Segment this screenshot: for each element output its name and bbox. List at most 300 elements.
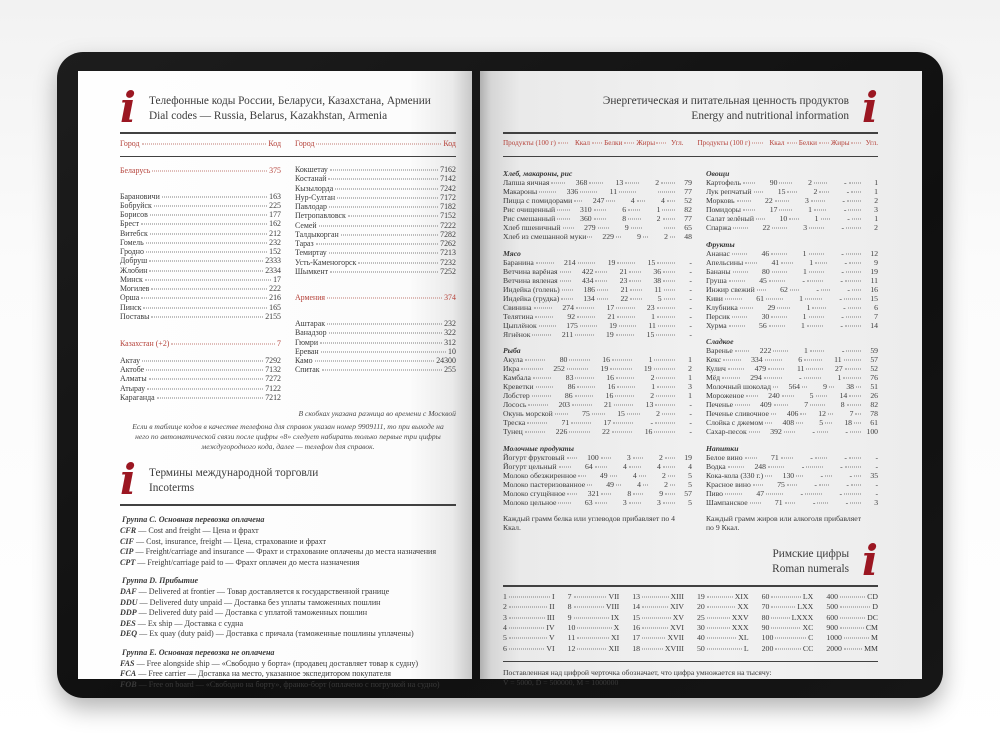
dot-leader	[575, 378, 594, 379]
dot-leader	[606, 201, 614, 202]
dot-leader	[525, 432, 546, 433]
city-name: Актобе	[120, 365, 145, 375]
dot-leader	[765, 423, 772, 424]
food-row	[503, 169, 692, 178]
carbs-value: 1	[688, 355, 692, 364]
carbs-value: 4	[688, 461, 692, 471]
protein-value: 19	[609, 320, 617, 330]
divider	[503, 585, 878, 587]
incoterm-code: CIP	[120, 547, 134, 557]
dot-leader	[150, 233, 267, 234]
dot-leader	[846, 253, 861, 254]
fat-value: 16	[644, 427, 653, 436]
food-row	[503, 267, 692, 276]
dot-leader	[807, 280, 823, 281]
carbs-value: 82	[870, 400, 879, 409]
dot-leader	[574, 597, 607, 598]
fat-value: 3	[656, 497, 661, 507]
incoterm-text: — Free alongside ship — «Свободно у борта» (продавец доставляет товар к судну)	[136, 658, 419, 668]
phone-row	[295, 211, 456, 220]
carbs-value: -	[689, 320, 692, 330]
fat-value: 1	[837, 373, 842, 382]
protein-value: 13	[615, 178, 624, 187]
roman-cell	[503, 602, 555, 612]
food-row	[503, 489, 692, 498]
dot-leader	[329, 253, 439, 254]
dot-leader	[561, 298, 572, 299]
roman-number: XVIII	[664, 643, 684, 653]
arabic-number: 3	[502, 612, 507, 622]
dot-leader	[829, 387, 834, 388]
dot-leader	[749, 432, 760, 433]
dot-leader	[592, 143, 602, 144]
roman-cell	[632, 602, 684, 612]
kcal-value: 248	[754, 461, 766, 471]
kcal-value: 211	[561, 329, 574, 339]
dot-leader	[766, 298, 783, 299]
arabic-number: 80	[761, 612, 770, 622]
dot-leader	[785, 502, 796, 503]
dot-leader	[587, 237, 592, 238]
divider	[503, 156, 878, 157]
dot-leader	[539, 325, 556, 326]
dot-leader	[578, 262, 596, 263]
food-row	[503, 427, 692, 436]
dot-leader	[753, 484, 763, 485]
roman-cell	[503, 633, 555, 643]
dot-leader	[807, 325, 823, 326]
food-row	[503, 276, 692, 285]
food-row	[706, 276, 878, 285]
dial-code: 163	[269, 191, 281, 201]
dot-leader	[771, 316, 786, 317]
food-name: Кекс	[705, 355, 722, 364]
dot-leader	[616, 378, 635, 379]
dot-leader	[601, 493, 611, 494]
kcal-column-label: Ккал	[769, 139, 785, 147]
dot-leader	[316, 244, 438, 245]
dot-leader	[806, 369, 822, 370]
dot-leader	[637, 201, 645, 202]
incoterm-code: DES	[120, 618, 136, 628]
dot-leader	[532, 396, 551, 397]
dial-code: 7212	[265, 392, 281, 402]
dot-leader	[663, 271, 675, 272]
dot-leader	[580, 192, 597, 193]
carbs-value: 9	[874, 257, 878, 267]
kcal-value: 240	[768, 391, 780, 400]
city-name: Могилев	[120, 284, 150, 294]
carbs-value: 3	[874, 497, 879, 507]
city-name: Аштарак	[294, 319, 326, 328]
dot-leader	[814, 210, 827, 211]
food-row	[503, 453, 692, 462]
protein-value: 19	[607, 257, 616, 267]
phone-row	[295, 293, 456, 302]
roman-numerals-table	[503, 592, 878, 654]
phone-row	[120, 365, 281, 374]
dot-leader	[851, 143, 861, 144]
arabic-number: 70	[761, 602, 770, 612]
kcal-value: 214	[564, 257, 576, 267]
carbs-value: -	[689, 302, 692, 312]
dot-leader	[844, 298, 861, 299]
phone-row	[120, 175, 281, 183]
carbs-value: 3	[688, 382, 692, 391]
incoterm-text: Группа C. Основная перевозка оплачена	[122, 515, 265, 525]
dot-leader	[787, 484, 797, 485]
dot-leader	[809, 271, 824, 272]
arabic-number: 17	[632, 633, 641, 643]
food-name: Тунец	[502, 427, 523, 436]
dot-leader	[662, 210, 674, 211]
dial-code: 312	[444, 337, 456, 347]
phone-row	[120, 183, 281, 191]
food-row	[706, 436, 878, 440]
dot-leader	[610, 475, 617, 476]
dot-leader	[639, 475, 646, 476]
dot-leader	[320, 342, 442, 343]
kcal-value: 17	[769, 205, 778, 214]
info-icon: i	[862, 536, 878, 586]
dial-code: 7252	[440, 266, 456, 276]
roman-number: CM	[865, 622, 878, 632]
food-row	[503, 178, 692, 187]
dot-leader	[536, 262, 554, 263]
roman-number: MM	[864, 643, 878, 653]
food-row	[706, 498, 878, 507]
kcal-value: 279	[584, 223, 596, 232]
city-name: Тараз	[294, 239, 314, 248]
food-row	[503, 223, 692, 232]
dot-leader	[557, 219, 569, 220]
dot-leader	[849, 457, 861, 458]
dot-leader	[662, 414, 675, 415]
food-name: Напитки	[705, 443, 739, 453]
dot-leader	[845, 325, 861, 326]
carbs-value: 48	[684, 232, 692, 241]
phone-row	[120, 393, 281, 402]
dot-leader	[840, 627, 864, 628]
dot-leader	[629, 502, 641, 503]
dot-leader	[771, 627, 800, 628]
food-row	[706, 471, 878, 480]
city-name: Добруш	[120, 256, 148, 266]
dot-leader	[567, 369, 588, 370]
fat-value: -	[841, 346, 845, 355]
fat-value: -	[844, 452, 847, 462]
dial-code: 222	[269, 284, 281, 294]
dot-leader	[629, 466, 641, 467]
dial-code: 2155	[265, 311, 281, 321]
dot-leader	[551, 183, 565, 184]
roman-number: D	[872, 602, 878, 612]
fat-value: 4	[657, 461, 661, 471]
incoterms-header	[120, 455, 456, 505]
kcal-value: 56	[759, 320, 767, 330]
food-name: Рис смешанный	[502, 214, 556, 223]
dot-leader	[143, 307, 267, 308]
protein-value: 16	[606, 373, 614, 382]
food-row	[706, 249, 878, 258]
food-row	[503, 462, 692, 471]
dot-leader	[654, 432, 675, 433]
dot-leader	[845, 280, 861, 281]
dot-leader	[321, 351, 446, 352]
phone-row	[120, 266, 281, 275]
incoterm-text: — Free carrier — Доставка на место, указанное экспедитором покупателя	[138, 669, 391, 679]
dot-leader	[630, 298, 641, 299]
fat-value: -	[843, 205, 847, 214]
dot-leader	[631, 228, 642, 229]
dot-leader	[848, 307, 861, 308]
protein-value: 15	[617, 409, 625, 418]
kcal-value: 41	[771, 257, 780, 267]
dot-leader	[628, 219, 640, 220]
roman-number: VI	[546, 643, 555, 653]
food-name: Макароны	[502, 187, 538, 196]
food-row	[503, 241, 692, 245]
protein-value: 3	[626, 452, 631, 462]
food-row	[706, 391, 878, 400]
city-name: Павлодар	[294, 202, 327, 211]
food-name: Белое вино	[705, 452, 743, 462]
phone-table-header-left	[120, 138, 281, 149]
dot-leader	[777, 307, 790, 308]
dot-leader	[663, 502, 675, 503]
incoterm-text: — Ex quay (duty paid) — Доставка с причала (таможенные пошлины уплачены)	[139, 629, 414, 639]
phone-row	[295, 338, 456, 347]
protein-value: 8	[627, 488, 632, 498]
dot-leader	[735, 405, 750, 406]
fat-value: 2	[659, 452, 663, 462]
roman-cell	[568, 633, 620, 643]
food-name: Спаржа	[705, 223, 732, 232]
phone-row	[120, 166, 281, 175]
phone-row	[295, 248, 456, 257]
food-name: Лобстер	[502, 391, 530, 400]
food-name: Сладкое	[705, 337, 734, 346]
dial-code: 7132	[265, 365, 281, 375]
city-name: Гродно	[120, 247, 144, 257]
fat-value: 15	[647, 257, 656, 267]
dot-leader	[765, 360, 782, 361]
phone-row	[120, 238, 281, 247]
carbs-value: 100	[866, 427, 878, 436]
protein-column-label: Белки	[604, 139, 623, 147]
fat-value: -	[841, 248, 844, 258]
code-column-label: Код	[268, 139, 281, 148]
dot-leader	[707, 617, 730, 618]
incoterm-text: Группа D. Прибытие	[122, 576, 199, 586]
roman-cell	[697, 602, 749, 612]
food-name: Печенье	[705, 400, 734, 409]
kcal-value: 360	[580, 214, 592, 223]
protein-value: 21	[603, 400, 612, 409]
food-row	[706, 453, 878, 462]
dot-leader	[616, 307, 634, 308]
fat-value: -	[840, 275, 843, 285]
kcal-value: 71	[774, 497, 783, 507]
dot-leader	[854, 475, 861, 476]
fat-value: 36	[653, 266, 662, 276]
dot-leader	[654, 360, 675, 361]
fat-value: 15	[646, 329, 655, 339]
roman-number: XIX	[734, 592, 749, 602]
dot-leader	[737, 201, 751, 202]
arabic-number: 20	[696, 602, 705, 612]
phone-table-column-2	[295, 165, 456, 402]
incoterms-line	[120, 558, 456, 569]
carbs-value: 57	[870, 355, 879, 364]
dial-code: 162	[269, 219, 281, 229]
dot-leader	[764, 378, 782, 379]
dot-leader	[509, 617, 545, 618]
food-name: Лук репчатый	[705, 187, 752, 196]
divider	[120, 132, 456, 134]
phone-row	[295, 276, 456, 284]
food-row	[706, 205, 878, 214]
protein-value: 9	[637, 232, 641, 241]
dot-leader	[815, 457, 827, 458]
dot-leader	[532, 334, 551, 335]
dot-leader	[595, 271, 607, 272]
food-row	[503, 480, 692, 489]
dot-leader	[772, 228, 787, 229]
protein-value: -	[820, 470, 824, 480]
incoterms-titles	[149, 463, 318, 496]
carbs-value: 2	[874, 223, 878, 232]
dot-leader	[782, 396, 794, 397]
carbs-value: 2	[688, 364, 692, 373]
arabic-number: 200	[761, 643, 774, 653]
food-row	[706, 178, 878, 187]
roman-cell	[503, 613, 555, 623]
dot-leader	[809, 316, 824, 317]
city-name: Беларусь	[120, 166, 151, 175]
protein-value: -	[800, 488, 804, 498]
dial-code: 165	[269, 302, 281, 312]
dot-leader	[768, 466, 784, 467]
roman-cell	[503, 623, 555, 633]
dot-leader	[658, 192, 675, 193]
carbs-value: -	[689, 284, 692, 294]
roman-footnote-line-1: Поставленная над цифрой черточка обозначает, что цифра умножается на тысячу:	[502, 667, 772, 677]
food-row	[706, 355, 878, 364]
dot-leader	[796, 423, 803, 424]
dot-leader	[601, 457, 611, 458]
dot-leader	[509, 627, 545, 628]
carbs-value: -	[875, 479, 879, 489]
dot-leader	[667, 201, 675, 202]
dot-leader	[811, 201, 825, 202]
code-column-label: Код	[443, 139, 456, 148]
city-name: Гомель	[120, 237, 144, 247]
carbs-value: 7	[874, 311, 879, 321]
dot-leader	[617, 387, 635, 388]
fat-value: 2	[655, 178, 660, 187]
protein-value: 1	[799, 293, 803, 303]
food-name: Мороженое	[705, 391, 745, 400]
dot-leader	[819, 143, 829, 144]
dot-leader	[814, 183, 827, 184]
carbs-value: 15	[870, 293, 878, 303]
divider	[503, 132, 878, 134]
arabic-number: 12	[567, 643, 576, 653]
arabic-number: 2	[502, 602, 507, 612]
kcal-value: 334	[751, 355, 763, 364]
arabic-number: 2000	[826, 643, 842, 653]
city-name: Гюмри	[294, 337, 319, 347]
incoterm-code: FCA	[120, 669, 137, 679]
incoterm-code: CFR	[120, 525, 137, 535]
dot-leader	[745, 457, 757, 458]
food-row	[706, 382, 878, 391]
fat-value: 2	[661, 470, 666, 480]
food-name: Молочный шоколад	[705, 382, 771, 391]
food-name: Йогурт фруктовый	[502, 452, 565, 462]
phone-row	[120, 275, 281, 284]
dot-leader	[729, 280, 745, 281]
fat-value: 5	[657, 293, 662, 303]
protein-value: 21	[619, 266, 628, 276]
roman-cell	[826, 592, 878, 602]
roman-cell	[762, 602, 814, 612]
roman-cell	[826, 623, 878, 633]
food-name: Картофель	[705, 178, 741, 187]
dot-leader	[616, 334, 635, 335]
dot-leader	[765, 475, 772, 476]
dial-code: 7172	[440, 192, 456, 202]
dot-leader	[562, 289, 573, 290]
dot-leader	[707, 597, 733, 598]
dot-leader	[330, 271, 438, 272]
protein-value: 1	[804, 346, 808, 355]
dot-leader	[341, 234, 438, 235]
food-row	[503, 444, 692, 453]
roman-number: LXX	[797, 602, 814, 612]
dot-leader	[852, 219, 861, 220]
phone-row	[120, 229, 281, 238]
phone-row	[120, 201, 281, 210]
dot-leader	[771, 597, 800, 598]
food-name: Персик	[705, 311, 731, 321]
carbs-value: 61	[870, 418, 878, 427]
city-name: Минск	[120, 274, 143, 284]
dot-leader	[595, 466, 607, 467]
food-name: Салат зелёный	[705, 214, 754, 223]
food-row	[503, 400, 692, 409]
fat-value: 38	[846, 382, 854, 391]
roman-title-en: Roman numerals	[772, 563, 850, 576]
dial-codes-section	[120, 83, 456, 451]
dot-leader	[663, 466, 675, 467]
phone-row	[120, 339, 281, 348]
food-name: Апельсины	[705, 257, 744, 267]
dot-leader	[149, 270, 263, 271]
arabic-number: 11	[567, 633, 576, 643]
food-row	[503, 187, 692, 196]
food-name: Рыба	[502, 346, 521, 355]
incoterm-code: FAS	[120, 658, 135, 668]
fat-value: 1	[651, 311, 655, 321]
kcal-value: 49	[599, 470, 608, 480]
dot-leader	[560, 280, 572, 281]
roman-cell	[503, 592, 555, 602]
dot-leader	[642, 597, 668, 598]
dot-leader	[844, 638, 869, 639]
fat-value: -	[840, 320, 843, 330]
